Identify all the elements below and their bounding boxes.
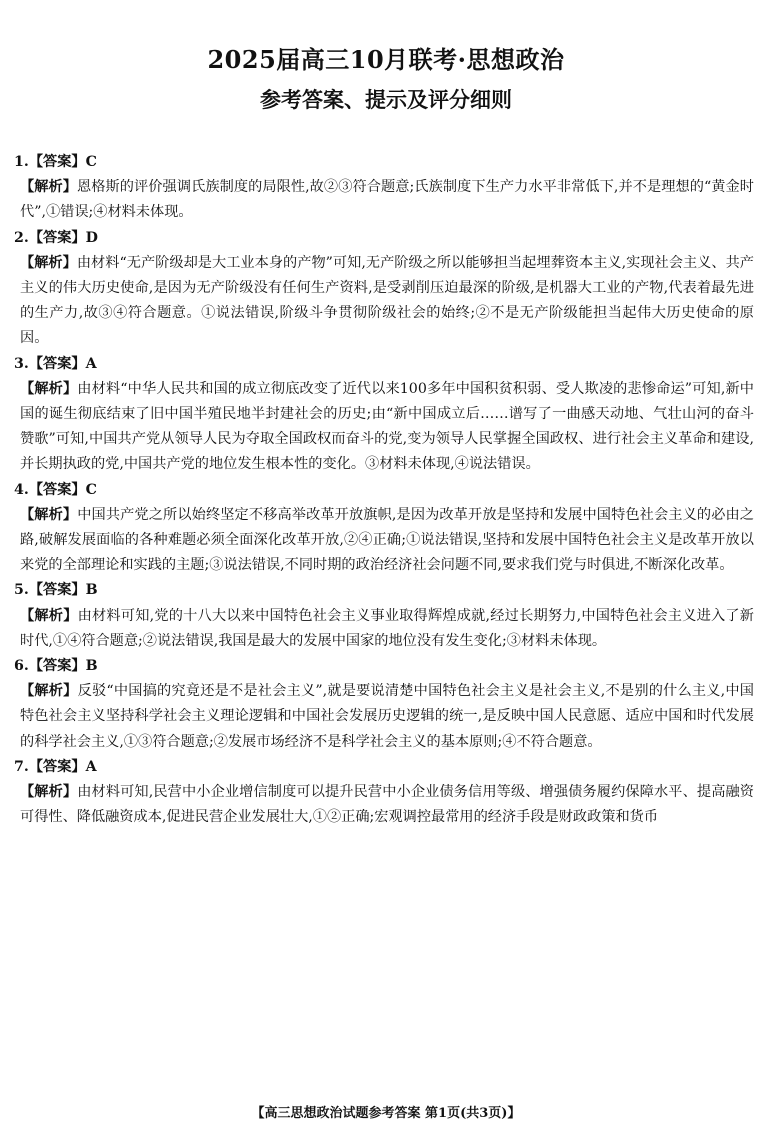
answer-value: B: [85, 582, 98, 599]
answer-item-5: [14, 578, 756, 654]
answer-list: [14, 150, 756, 830]
answer-item-2: [14, 226, 756, 352]
answer-label: 【答案】: [28, 154, 86, 170]
answer-label: 【答案】: [28, 229, 86, 246]
analysis-label: 【解析】: [20, 380, 78, 397]
analysis-label: 【解析】: [20, 607, 78, 624]
answer-line: [14, 654, 756, 679]
answer-value: C: [85, 154, 97, 170]
analysis-paragraph: [14, 780, 756, 830]
answer-value: C: [85, 481, 97, 498]
analysis-text: 由材料“中华人民共和国的成立彻底改变了近代以来100多年中国积贫积弱、受人欺凌的悲惨命运”可知,新中国的诞生彻底结束了旧中国半殖民地半封建社会的历史;由“新中国成立后……谱写了一曲感天动地、气壮山河的奋斗赞歌”可知,中国共产党从领导人民为夺取全国政权而奋斗的党,变为领导人民掌握全国政权、进行社会主义革命和建设,并长期执政的党,中国共产党的地位发生根本性的变化。③材料未体现,④说法错误。: [20, 380, 754, 473]
answer-value: A: [85, 355, 97, 372]
analysis-label: 【解析】: [20, 683, 78, 700]
answer-label: 【答案】: [28, 658, 86, 675]
answer-item-7: [14, 755, 756, 831]
answer-label: 【答案】: [28, 481, 86, 498]
analysis-text: 由材料“无产阶级却是大工业本身的产物”可知,无产阶级之所以能够担当起埋葬资本主义,实现社会主义、共产主义的伟大历史使命,是因为无产阶级没有任何生产资料,是受剥削压迫最深的阶级,是机器大工业的产物,代表着最先进的生产力,故③④符合题意。①说法错误,阶级斗争贯彻阶级社会的始终;②不是无产阶级能担当起伟大历史使命的原因。: [20, 254, 754, 347]
page-footer: 【高三思想政治试题参考答案 第1页(共3页)】: [251, 1106, 521, 1121]
answer-line: [14, 578, 756, 603]
answer-line: [14, 150, 756, 175]
answer-value: A: [85, 758, 97, 775]
answer-line: [14, 755, 756, 780]
answer-line: [14, 478, 756, 503]
answer-label: 【答案】: [28, 355, 86, 372]
answer-item-1: [14, 150, 756, 226]
answer-value: B: [85, 658, 98, 675]
question-number: 2.: [14, 229, 29, 246]
answer-item-6: [14, 654, 756, 755]
answer-label: 【答案】: [28, 758, 86, 775]
analysis-paragraph: [14, 377, 756, 478]
analysis-label: 【解析】: [20, 784, 78, 801]
analysis-text: 由材料可知,民营中小企业增信制度可以提升民营中小企业债务信用等级、增强债务履约保障水平、提高融资可得性、降低融资成本,促进民营企业发展壮大,①②正确;宏观调控最常用的经济手段是财政政策和货币: [20, 784, 754, 826]
question-number: 1.: [14, 154, 29, 170]
analysis-label: 【解析】: [20, 254, 77, 271]
analysis-text: 反驳“中国搞的究竟还是不是社会主义”,就是要说清楚中国特色社会主义是社会主义,不是别的什么主义,中国特色社会主义坚持科学社会主义理论逻辑和中国社会发展历史逻辑的统一,是反映中国人民意愿、适应中国和时代发展的科学社会主义,①③符合题意;②发展市场经济不是科学社会主义的基本原则;④不符合题意。: [20, 683, 754, 750]
answer-label: 【答案】: [28, 582, 86, 599]
analysis-paragraph: [14, 604, 756, 654]
analysis-paragraph: [14, 679, 756, 755]
page-title: 2025届高三10月联考·思想政治: [207, 45, 565, 74]
answer-item-3: [14, 352, 756, 478]
analysis-text: 恩格斯的评价强调氏族制度的局限性,故②③符合题意;氏族制度下生产力水平非常低下,并不是理想的“黄金时代”,①错误;④材料未体现。: [20, 179, 754, 221]
answer-item-4: [14, 478, 756, 579]
analysis-paragraph: [14, 175, 756, 225]
question-number: 4.: [14, 481, 29, 498]
analysis-text: 由材料可知,党的十八大以来中国特色社会主义事业取得辉煌成就,经过长期努力,中国特色社会主义进入了新时代,①④符合题意;②说法错误,我国是最大的发展中国家的地位没有发生变化;③材料未体现。: [20, 607, 754, 649]
question-number: 3.: [14, 355, 29, 372]
analysis-label: 【解析】: [20, 179, 78, 196]
question-number: 6.: [14, 658, 29, 675]
analysis-paragraph: [14, 251, 756, 352]
analysis-text: 中国共产党之所以始终坚定不移高举改革开放旗帜,是因为改革开放是坚持和发展中国特色社会主义的必由之路,破解发展面临的各种难题必须全面深化改革开放,②④正确;①说法错误,坚持和发展中国特色社会主义是改革开放以来党的全部理论和实践的主题;③说法错误,不同时期的政治经济社会问题不同,要求我们党与时俱进,不断深化改革。: [20, 506, 754, 574]
answer-line: [14, 352, 756, 377]
answer-value: D: [85, 229, 98, 246]
question-number: 7.: [14, 758, 29, 775]
analysis-label: 【解析】: [20, 506, 78, 523]
answer-line: [14, 226, 756, 251]
analysis-paragraph: [14, 503, 756, 579]
question-number: 5.: [14, 582, 29, 599]
page-subtitle: 参考答案、提示及评分细则: [260, 87, 512, 112]
